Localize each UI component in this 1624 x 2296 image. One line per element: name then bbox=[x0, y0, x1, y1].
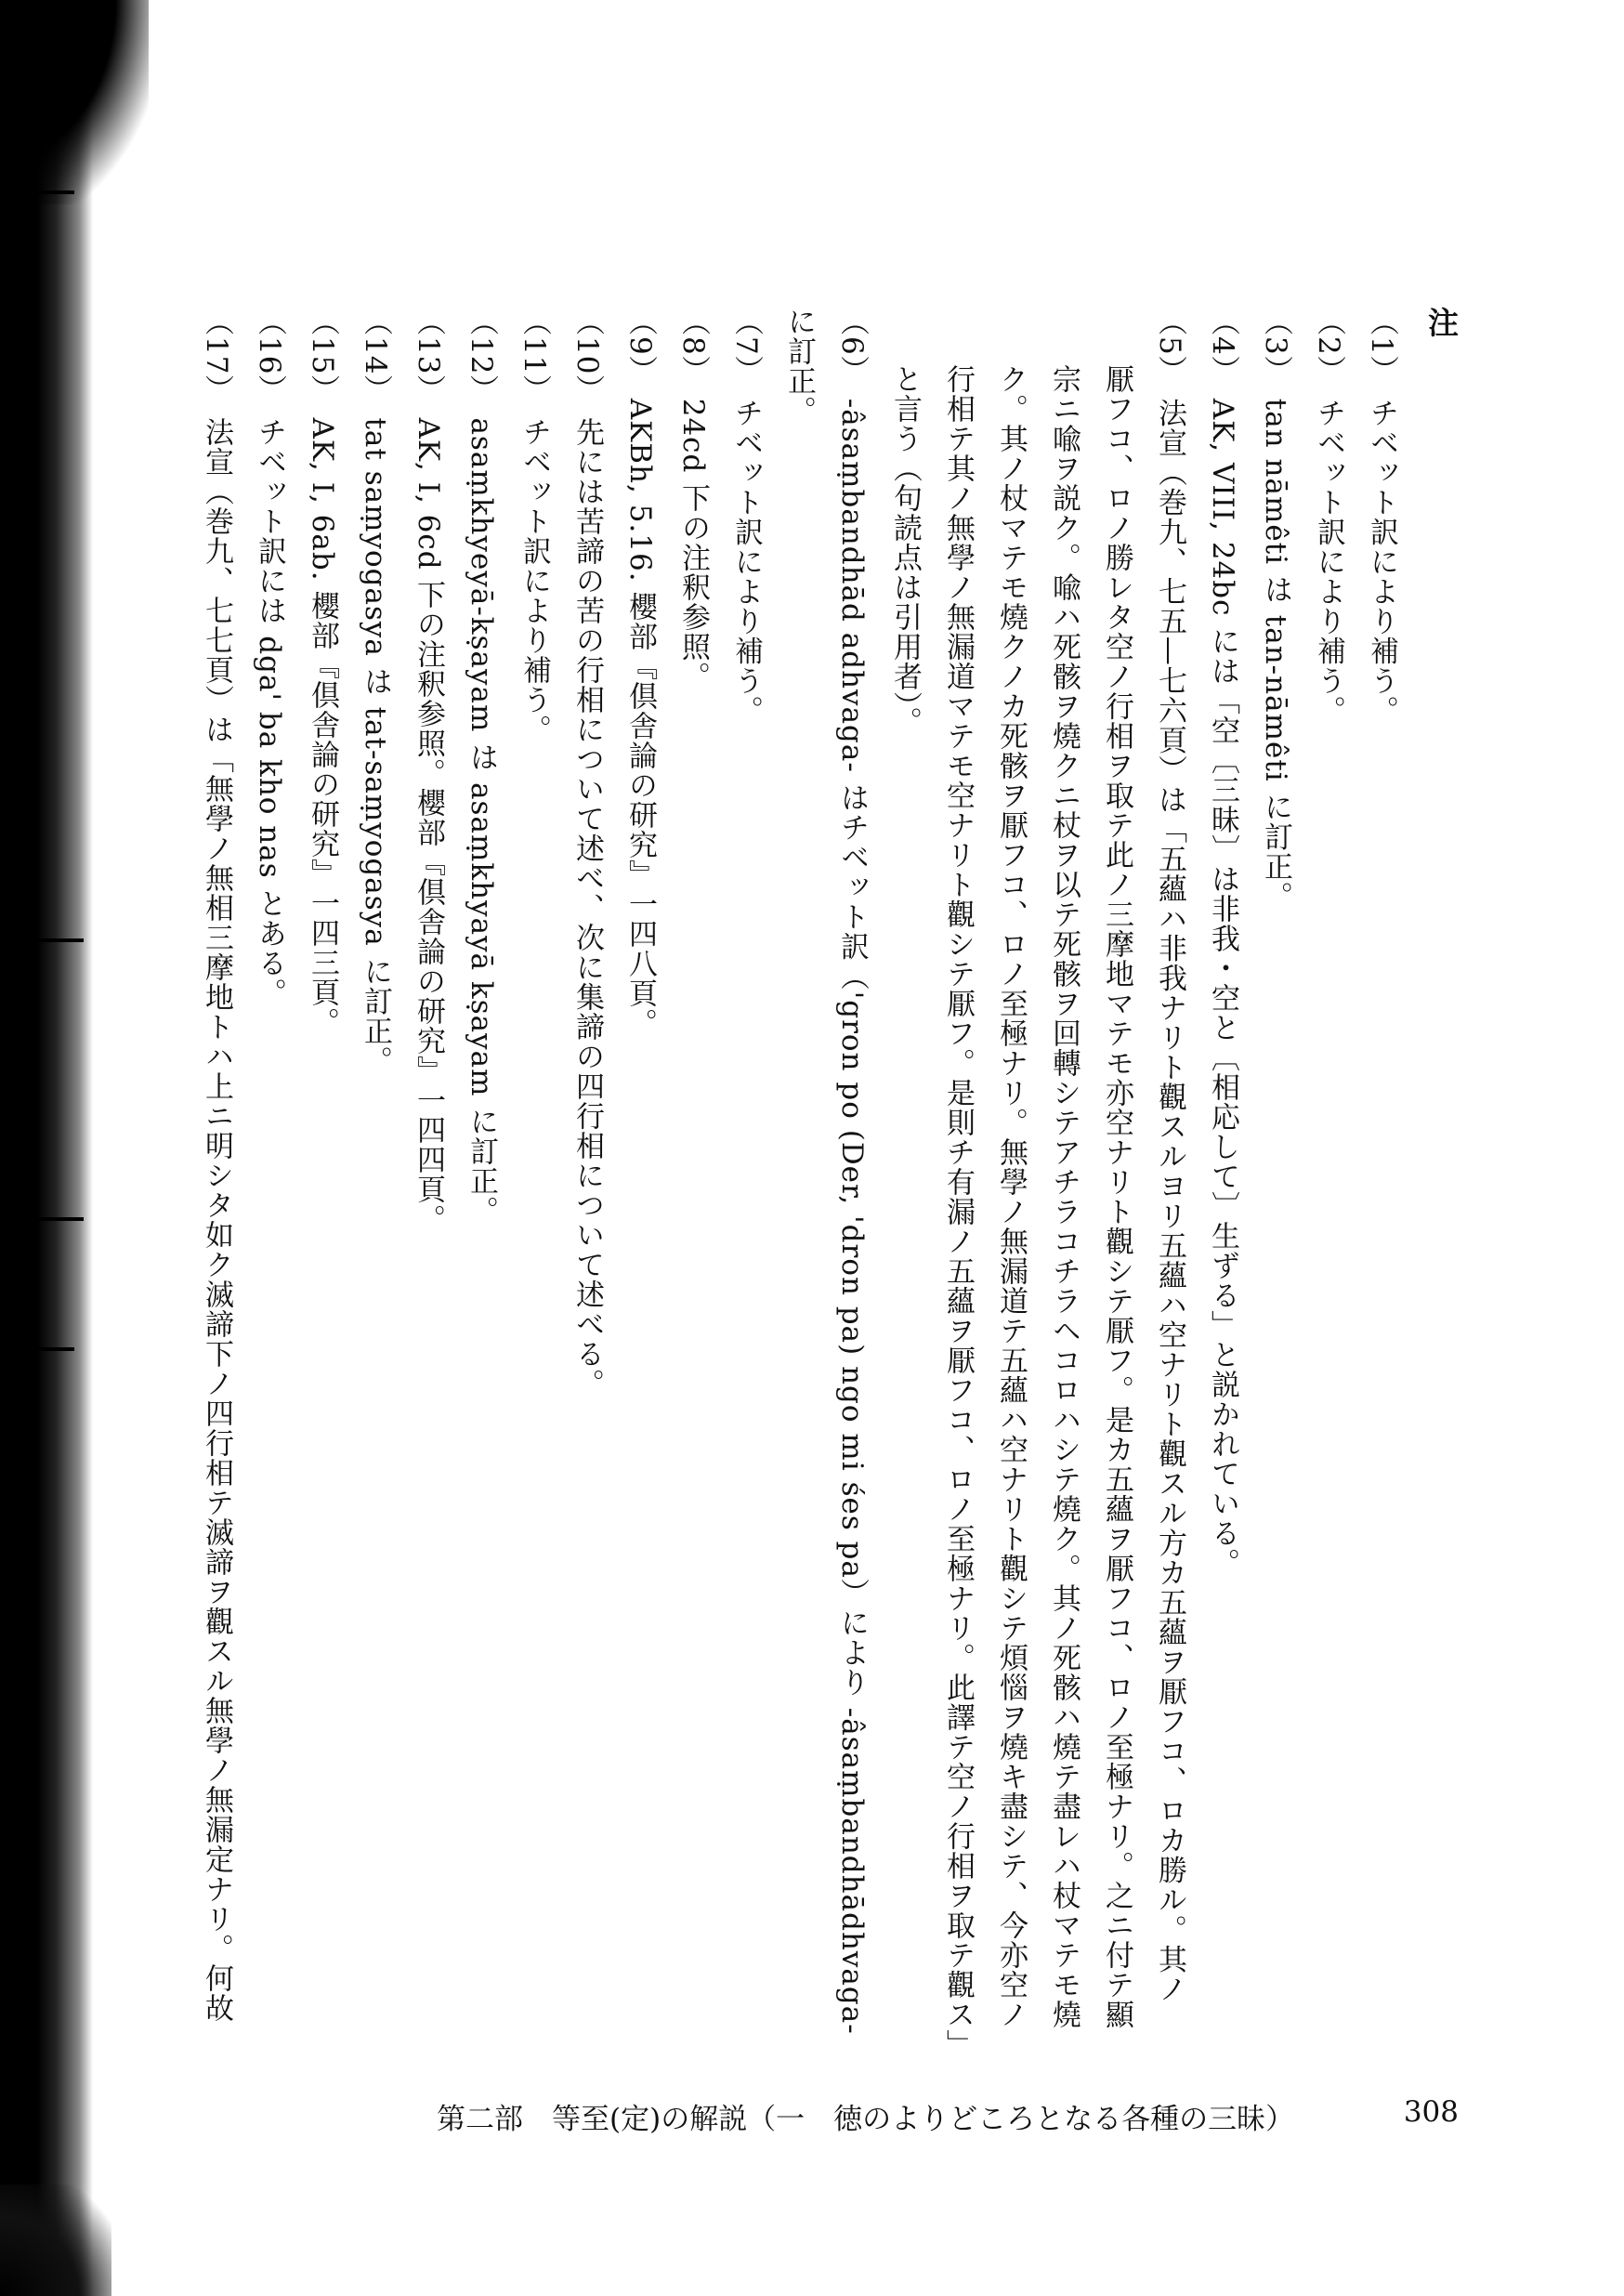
note-number: （13） bbox=[412, 307, 445, 405]
note-item bbox=[1249, 307, 1302, 2053]
page-number: 308 bbox=[1403, 2095, 1459, 2129]
scan-mark bbox=[37, 1217, 84, 1221]
note-item bbox=[719, 307, 772, 2053]
note-text: チベット訳には dga' ba kho nas とある。 bbox=[253, 417, 286, 1008]
note-number: （14） bbox=[359, 307, 392, 405]
note-text: AK, I, 6cd 下の注釈参照。櫻部『倶舎論の研究』一四四頁。 bbox=[412, 417, 445, 1235]
note-text: チベット訳により補う。 bbox=[729, 398, 763, 726]
note-continuation bbox=[1037, 307, 1090, 2053]
scan-mark bbox=[37, 1347, 74, 1351]
note-text: ク。其ノ杖マテモ燒クノカ死骸ヲ厭フコ、ロノ至極ナリ。無學ノ無漏道テ五蘊ハ空ナリト觀シテ煩惱ヲ燒キ盡シテ、今亦空ノ bbox=[994, 364, 1028, 2029]
note-number: （1） bbox=[1365, 307, 1398, 386]
note-item bbox=[560, 307, 613, 2053]
note-number: （12） bbox=[465, 307, 498, 405]
note-number: （17） bbox=[200, 307, 233, 405]
note-text: と言う（句読点は引用者）。 bbox=[888, 364, 922, 737]
note-item bbox=[613, 307, 666, 2053]
note-number: （6） bbox=[835, 307, 869, 386]
note-item bbox=[1302, 307, 1355, 2053]
note-text: 宗ニ喩ヲ説ク。喩ハ死骸ヲ燒クニ杖ヲ以テ死骸ヲ回轉シテアチラコチラヘコロハシテ燒ク。其ノ死骸ハ燒テ盡レハ杖マテモ燒 bbox=[1047, 364, 1080, 2029]
scan-mark bbox=[37, 938, 84, 942]
note-text: AK, VIII, 24bc には「空〔三昧〕は非我・空と〔相応して〕生ずる」と説かれている。 bbox=[1206, 398, 1239, 1579]
note-item bbox=[190, 307, 242, 2053]
scan-mark bbox=[37, 190, 74, 194]
note-continuation bbox=[878, 307, 931, 2053]
scan-binding-edge bbox=[0, 0, 93, 2296]
note-item bbox=[1143, 307, 1196, 2053]
note-text: tat saṃyogasya は tat-saṃyogasya に訂正。 bbox=[359, 417, 392, 1076]
note-continuation bbox=[984, 307, 1037, 2053]
scan-shadow-bottom bbox=[0, 2184, 111, 2296]
note-item bbox=[1355, 307, 1408, 2053]
note-number: （16） bbox=[253, 307, 286, 405]
note-text: 先には苦諦の苦の行相について述べ、次に集諦の四行相について述べる。 bbox=[570, 417, 604, 1399]
note-number: （3） bbox=[1259, 307, 1292, 386]
note-text: asaṃkhyeyā-kṣayam は asaṃkhyayā kṣayam に訂正。 bbox=[465, 417, 498, 1227]
note-text: チベット訳により補う。 bbox=[1365, 398, 1398, 726]
note-text: 24cd 下の注釈参照。 bbox=[676, 398, 710, 692]
note-text: 厭フコ、ロノ勝レタ空ノ行相ヲ取テ此ノ三摩地マテモ亦空ナリト觀シテ厭フ。是カ五蘊ヲ厭フコ、ロノ至極ナリ。之ニ付テ顯 bbox=[1100, 364, 1133, 2029]
note-text: 行相テ其ノ無學ノ無漏道マテモ空ナリト觀シテ厭フ。是則チ有漏ノ五蘊ヲ厭フコ、ロノ至極ナリ。此譯テ空ノ行相ヲ取テ觀ス」 bbox=[941, 364, 975, 2059]
notes-heading: 注 bbox=[1423, 307, 1460, 338]
note-continuation bbox=[931, 307, 984, 2059]
running-title: 第二部 等至(定)の解説（一 徳のよりどころとなる各種の三昧） bbox=[437, 2103, 1295, 2136]
note-text: -âsaṃbandhād adhvaga- はチベット訳（'gron po (Der, 'dron pa) ngo mi śes pa）により -âsaṃbandhādhvaga- に訂正。 bbox=[782, 307, 869, 2035]
note-item bbox=[1196, 307, 1249, 2053]
note-number: （10） bbox=[570, 307, 604, 405]
note-number: （8） bbox=[676, 307, 710, 386]
note-item bbox=[242, 307, 295, 2053]
note-number: （4） bbox=[1206, 307, 1239, 386]
note-text: チベット訳により補う。 bbox=[517, 417, 551, 745]
note-item bbox=[666, 307, 719, 2053]
note-continuation bbox=[1090, 307, 1143, 2053]
note-number: （9） bbox=[623, 307, 657, 386]
note-item bbox=[295, 307, 348, 2053]
note-number: （7） bbox=[729, 307, 763, 386]
page-footer bbox=[437, 2095, 1459, 2137]
note-text: 法宣（巻九、七五—七六頁）は「五蘊ハ非我ナリト觀スルヨリ五蘊ハ空ナリト觀スル方カ五蘊ヲ厭フコ、ロカ勝ル。其ノ bbox=[1153, 398, 1186, 2004]
note-number: （5） bbox=[1153, 307, 1186, 386]
scan-shadow-top bbox=[0, 0, 149, 204]
note-item bbox=[772, 307, 878, 2053]
note-number: （2） bbox=[1312, 307, 1345, 386]
note-number: （15） bbox=[306, 307, 339, 405]
note-text: tan nāmêti は tan-nāmêti に訂正。 bbox=[1259, 398, 1292, 912]
note-item bbox=[348, 307, 401, 2053]
notes-page bbox=[186, 307, 1468, 2059]
note-text: AKBh, 5.16. 櫻部『倶舎論の研究』一四八頁。 bbox=[623, 398, 657, 1039]
note-number: （11） bbox=[517, 307, 551, 405]
note-text: AK, I, 6ab. 櫻部『倶舎論の研究』一四三頁。 bbox=[306, 417, 339, 1038]
note-text: チベット訳により補う。 bbox=[1312, 398, 1345, 726]
note-item bbox=[454, 307, 507, 2053]
note-text: 法宣（巻九、七七頁）は「無學ノ無相三摩地トハ上ニ明シタ如ク滅諦下ノ四行相テ滅諦ヲ觀スル無學ノ無漏定ナリ。何故 bbox=[200, 417, 233, 2024]
note-item bbox=[401, 307, 454, 2053]
note-item bbox=[507, 307, 560, 2053]
